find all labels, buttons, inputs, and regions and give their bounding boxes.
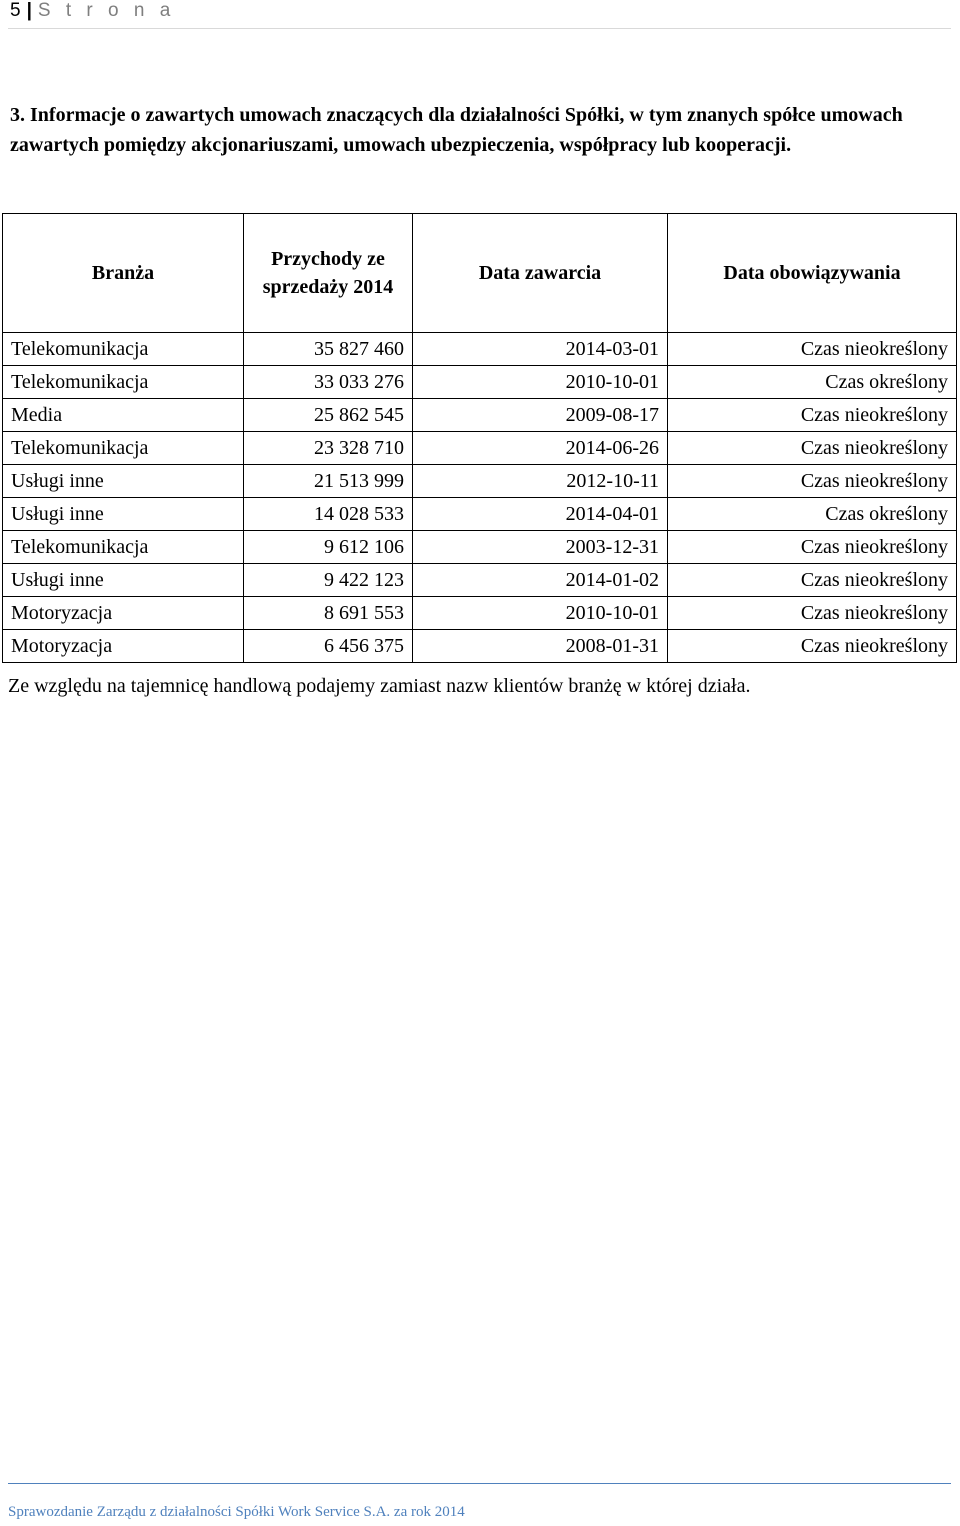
table-row [3,432,957,465]
cell-validity: Czas nieokreślony [668,630,957,663]
cell-validity: Czas określony [668,366,957,399]
cell-revenue: 21 513 999 [244,465,413,498]
cell-branza: Motoryzacja [3,597,244,630]
cell-branza: Usługi inne [3,564,244,597]
cell-validity: Czas nieokreślony [668,333,957,366]
cell-date: 2014-03-01 [413,333,668,366]
table-footnote: Ze względu na tajemnicę handlową podajemy zamiast nazw klientów branżę w której działa. [8,675,751,697]
cell-validity: Czas nieokreślony [668,564,957,597]
cell-date: 2010-10-01 [413,597,668,630]
header-branza: Branża [3,214,244,333]
cell-branza: Motoryzacja [3,630,244,663]
cell-branza: Telekomunikacja [3,432,244,465]
cell-date: 2010-10-01 [413,366,668,399]
cell-branza: Telekomunikacja [3,366,244,399]
cell-validity: Czas nieokreślony [668,531,957,564]
cell-date: 2003-12-31 [413,531,668,564]
cell-revenue: 33 033 276 [244,366,413,399]
cell-branza: Usługi inne [3,465,244,498]
page-number: 5 [10,0,21,21]
page-separator: | [26,0,32,21]
table-row [3,630,957,663]
cell-revenue: 23 328 710 [244,432,413,465]
table-row [3,465,957,498]
footer-divider [8,1483,951,1484]
cell-date: 2014-06-26 [413,432,668,465]
cell-validity: Czas nieokreślony [668,399,957,432]
cell-branza: Usługi inne [3,498,244,531]
cell-revenue: 9 422 123 [244,564,413,597]
header-divider [8,28,951,29]
cell-validity: Czas określony [668,498,957,531]
header-validity: Data obowiązywania [668,214,957,333]
cell-revenue: 8 691 553 [244,597,413,630]
page-header [10,0,175,26]
cell-date: 2014-01-02 [413,564,668,597]
cell-revenue: 6 456 375 [244,630,413,663]
table-row [3,564,957,597]
cell-branza: Telekomunikacja [3,531,244,564]
cell-revenue: 25 862 545 [244,399,413,432]
cell-validity: Czas nieokreślony [668,597,957,630]
page-word: S t r o n a [37,0,176,21]
table-row [3,333,957,366]
table-row [3,531,957,564]
contracts-table [2,213,957,663]
cell-branza: Telekomunikacja [3,333,244,366]
cell-revenue: 14 028 533 [244,498,413,531]
table-row [3,597,957,630]
cell-branza: Media [3,399,244,432]
cell-date: 2009-08-17 [413,399,668,432]
cell-revenue: 35 827 460 [244,333,413,366]
section-heading: 3. Informacje o zawartych umowach znaczących dla działalności Spółki, w tym znanych spółce umowach zawartych pomiędzy akcjonariuszami, umowach ubezpieczenia, współpracy lub kooperacji. [10,104,903,156]
table-row [3,366,957,399]
cell-validity: Czas nieokreślony [668,465,957,498]
cell-date: 2014-04-01 [413,498,668,531]
cell-date: 2012-10-11 [413,465,668,498]
cell-validity: Czas nieokreślony [668,432,957,465]
page-footer: Sprawozdanie Zarządu z działalności Spółki Work Service S.A. za rok 2014 [8,1504,465,1520]
header-date: Data zawarcia [413,214,668,333]
table-row [3,399,957,432]
table-header-row [3,214,957,333]
table-row [3,498,957,531]
cell-date: 2008-01-31 [413,630,668,663]
header-revenue: Przychody ze sprzedaży 2014 [244,214,413,333]
cell-revenue: 9 612 106 [244,531,413,564]
